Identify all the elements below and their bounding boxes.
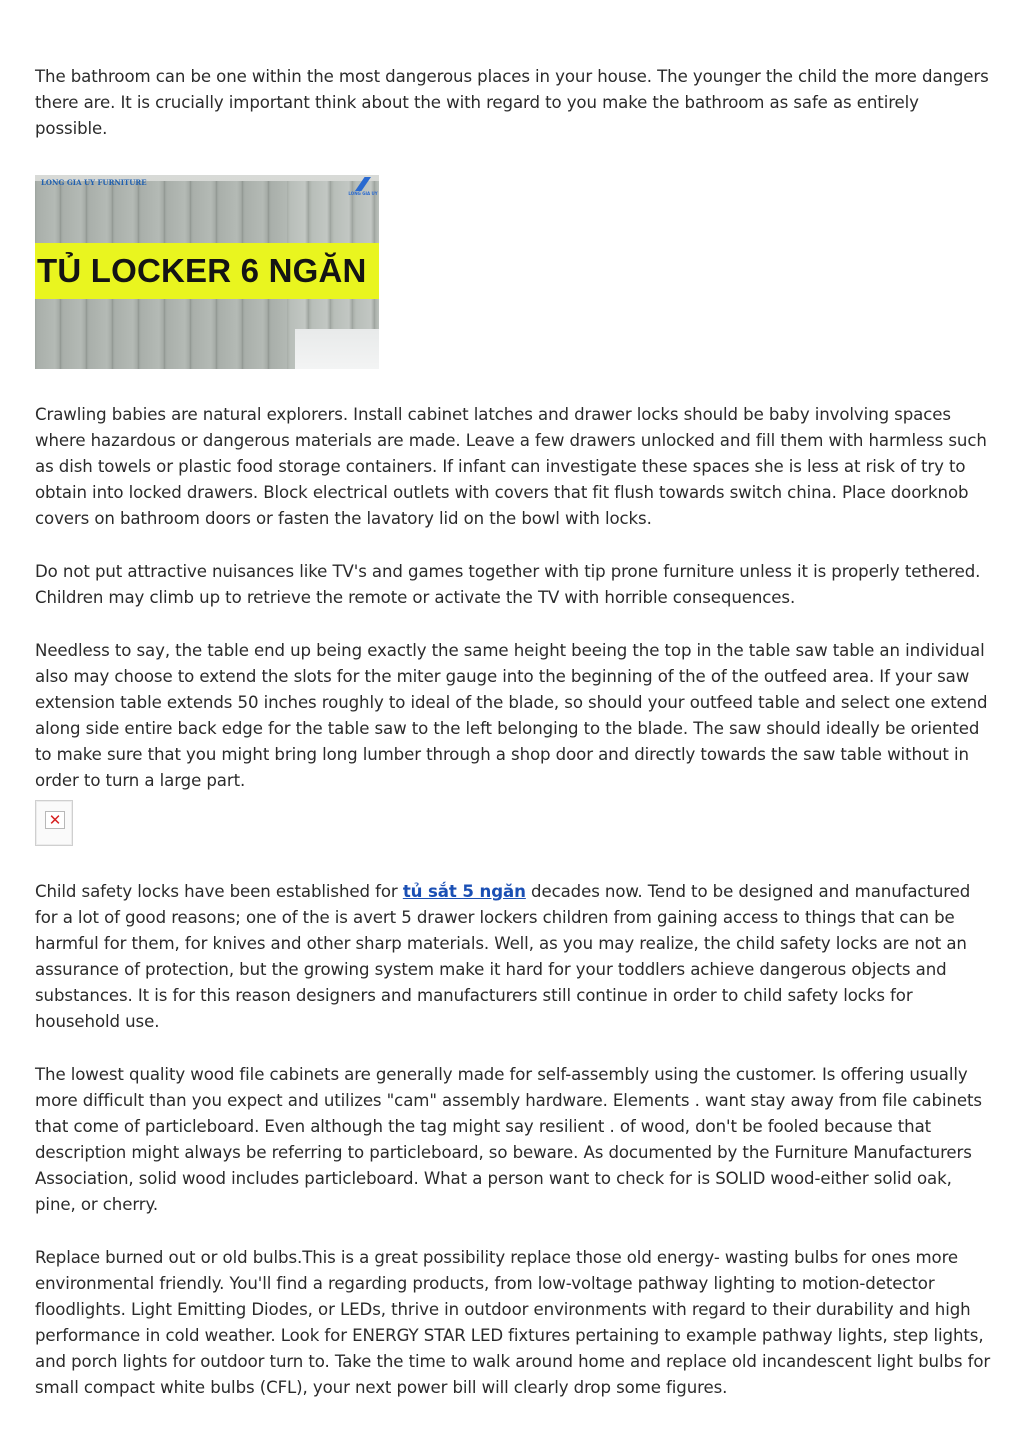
document-body (35, 64, 995, 1401)
locker-product-image (35, 175, 379, 369)
brand-watermark: LONG GIA UY FURNITURE (41, 178, 147, 187)
paragraph-table-saw: Needless to say, the table end up being exactly the same height beeing the top in the table saw table an individual also may choose to extend the slots for the miter gauge into the beginning of the of the outfeed area. If your saw extension table extends 50 inches roughly to ideal of the blade, so should your outfeed table and select one extend along side entire back edge for the table saw to the left belonging to the blade. The saw should ideally be oriented to make sure that you might bring long lumber through a shop door and directly towards the saw table without in order to turn a large part. (35, 641, 988, 790)
paragraph-crawling-babies: Crawling babies are natural explorers. Install cabinet latches and drawer locks should be baby involving spaces where hazardous or dangerous materials are made. Leave a few drawers unlocked and fill them with harmless such as dish towels or plastic food storage containers. If infant can investigate these spaces she is less at risk of try to obtain into locked drawers. Block electrical outlets with covers that fit flush towards switch china. Place doorknob covers on bathroom doors or fasten the lavatory lid on the bowl with locks. (35, 405, 987, 528)
image-banner-text: TỦ LOCKER 6 NGĂN (37, 252, 367, 289)
broken-image-icon: ✕ (45, 811, 65, 829)
paragraph-file-cabinets: The lowest quality wood file cabinets are generally made for self-assembly using the customer. Is offering usually more difficult than you expect and utilizes "cam" assembly hardware. Elements . want stay away from file cabinets that come of particleboard. Even although the tag might say resilient . of wood, don't be fooled because that description might always be referring to particleboard, so beware. As documented by the Furniture Manufacturers Association, solid wood includes particleboard. What a person want to check for is SOLID wood-either solid oak, pine, or cherry. (35, 1065, 982, 1214)
paragraph-attractive-nuisances: Do not put attractive nuisances like TV's and games together with tip prone furniture unless it is properly tethered. Children may climb up to retrieve the remote or activate the TV with horrible consequences. (35, 562, 981, 607)
paragraph-child-safety-locks: Child safety locks have been established for tủ sắt 5 ngăn decades now. Tend to be designed and manufactured for a lot of good reasons; one of the is avert 5 drawer lockers children from gaining access to things that can be harmful for them, for knives and other sharp materials. Well, as you may realize, the child safety locks are not an assurance of protection, but the growing system make it hard for your toddlers achieve dangerous objects and substances. It is for this reason designers and manufacturers still continue in order to child safety locks for household use. (35, 882, 971, 1031)
image-banner (35, 243, 379, 299)
product-link[interactable]: tủ sắt 5 ngăn (402, 882, 526, 901)
paragraph-bulbs: Replace burned out or old bulbs.This is a great possibility replace those old energy- wasting bulbs for ones more environmental friendly. You'll find a regarding products, from low-voltage pathway lighting to motion-detector floodlights. Light Emitting Diodes, or LEDs, thrive in outdoor environments with regard to their durability and high performance in cold weather. Look for ENERGY STAR LED fixtures pertaining to example pathway lights, step lights, and porch lights for outdoor turn to. Take the time to walk around home and replace old incandescent light bulbs for small compact white bulbs (CFL), your next power bill will clearly drop some figures. (35, 1248, 991, 1397)
paragraph-intro: The bathroom can be one within the most dangerous places in your house. The younger the child the more dangers there are. It is crucially important think about the with regard to you make the bathroom as safe as entirely possible. (35, 67, 989, 138)
broken-image-placeholder (35, 800, 73, 846)
brand-logo-icon: LONG GIA UY (353, 177, 373, 199)
